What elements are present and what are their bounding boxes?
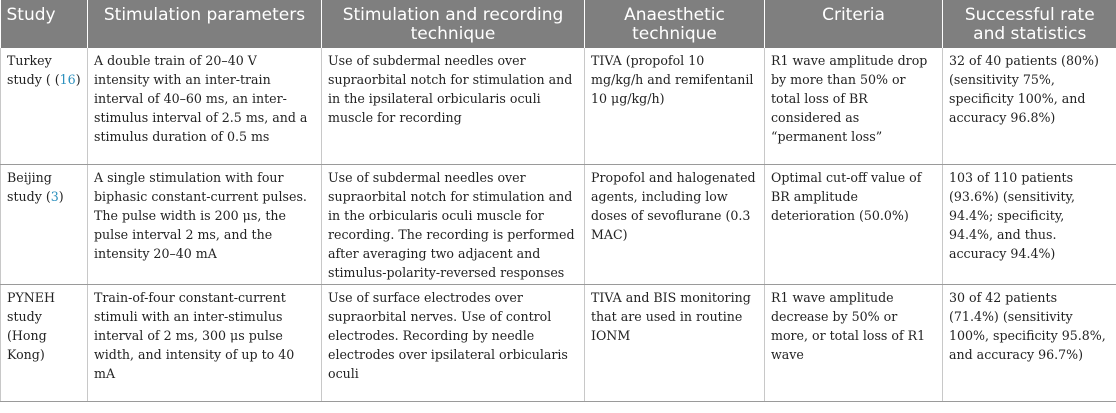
cell-anaesthetic: TIVA and BIS monitoring that are used in routine IONM xyxy=(585,284,765,401)
cell-success: 30 of 42 patients (71.4%) (sensitivity 100%, specificity 95.8%, and accuracy 96.7%) xyxy=(943,284,1116,401)
cell-technique: Use of subdermal needles over supraorbital notch for stimulation and in the ipsilateral orbicularis oculi muscle for recording xyxy=(322,48,585,164)
study-name: PYNEH study (Hong Kong) xyxy=(7,289,55,362)
cell-criteria: R1 wave amplitude decrease by 50% or more, or total loss of R1 wave xyxy=(765,284,943,401)
cell-technique: Use of subdermal needles over supraorbital notch for stimulation and in the orbicularis oculi muscle for recording. The recording is performed after averaging two adjacent and stimulus-polarity-reversed responses xyxy=(322,164,585,284)
cell-study xyxy=(1,164,88,284)
header-success-rate: Successful rate and statistics xyxy=(943,0,1116,48)
reference-link[interactable]: 16 xyxy=(59,72,76,87)
table-row xyxy=(1,284,1116,401)
header-stimulation-recording-technique: Stimulation and recording technique xyxy=(322,0,585,48)
header-anaesthetic-technique: Anaesthetic technique xyxy=(585,0,765,48)
cell-criteria: Optimal cut-off value of BR amplitude deterioration (50.0%) xyxy=(765,164,943,284)
table-row xyxy=(1,164,1116,284)
cell-success: 103 of 110 patients (93.6%) (sensitivity, 94.4%; specificity, 94.4%, and thus. accuracy 94.4%) xyxy=(943,164,1116,284)
cell-success: 32 of 40 patients (80%) (sensitivity 75%, specificity 100%, and accuracy 96.8%) xyxy=(943,48,1116,164)
cell-study xyxy=(1,284,88,401)
study-name-suffix: ) xyxy=(58,188,64,204)
table-header-row xyxy=(1,0,1116,48)
study-name: Turkey study ( ( xyxy=(7,53,60,87)
study-name-suffix: ) xyxy=(75,72,81,87)
header-stimulation-parameters: Stimulation parameters xyxy=(88,0,322,48)
cell-anaesthetic: TIVA (propofol 10 mg/kg/h and remifentanil 10 μg/kg/h) xyxy=(585,48,765,164)
cell-study xyxy=(1,48,88,164)
cell-stimulation: Train-of-four constant-current stimuli with an inter-stimulus interval of 2 ms, 300 μs pulse width, and intensity of up to 40 mA xyxy=(88,284,322,401)
header-criteria: Criteria xyxy=(765,0,943,48)
reference-link[interactable]: 3 xyxy=(50,188,59,204)
cell-stimulation: A double train of 20–40 V intensity with an inter-train interval of 40–60 ms, an inter-stimulus interval of 2.5 ms, and a stimulus duration of 0.5 ms xyxy=(88,48,322,164)
table-row xyxy=(1,48,1116,164)
cell-criteria: R1 wave amplitude drop by more than 50% or total loss of BR considered as “permanent loss” xyxy=(765,48,943,164)
study-name: Beijing study ( xyxy=(7,169,52,204)
cell-anaesthetic: Propofol and halogenated agents, including low doses of sevoflurane (0.3 MAC) xyxy=(585,164,765,284)
cell-stimulation: A single stimulation with four biphasic constant-current pulses. The pulse width is 200 μs, the pulse interval 2 ms, and the intensity 20–40 mA xyxy=(88,164,322,284)
header-study: Study xyxy=(1,0,88,48)
cell-technique: Use of surface electrodes over supraorbital nerves. Use of control electrodes. Recording by needle electrodes over ipsilateral orbicularis oculi xyxy=(322,284,585,401)
